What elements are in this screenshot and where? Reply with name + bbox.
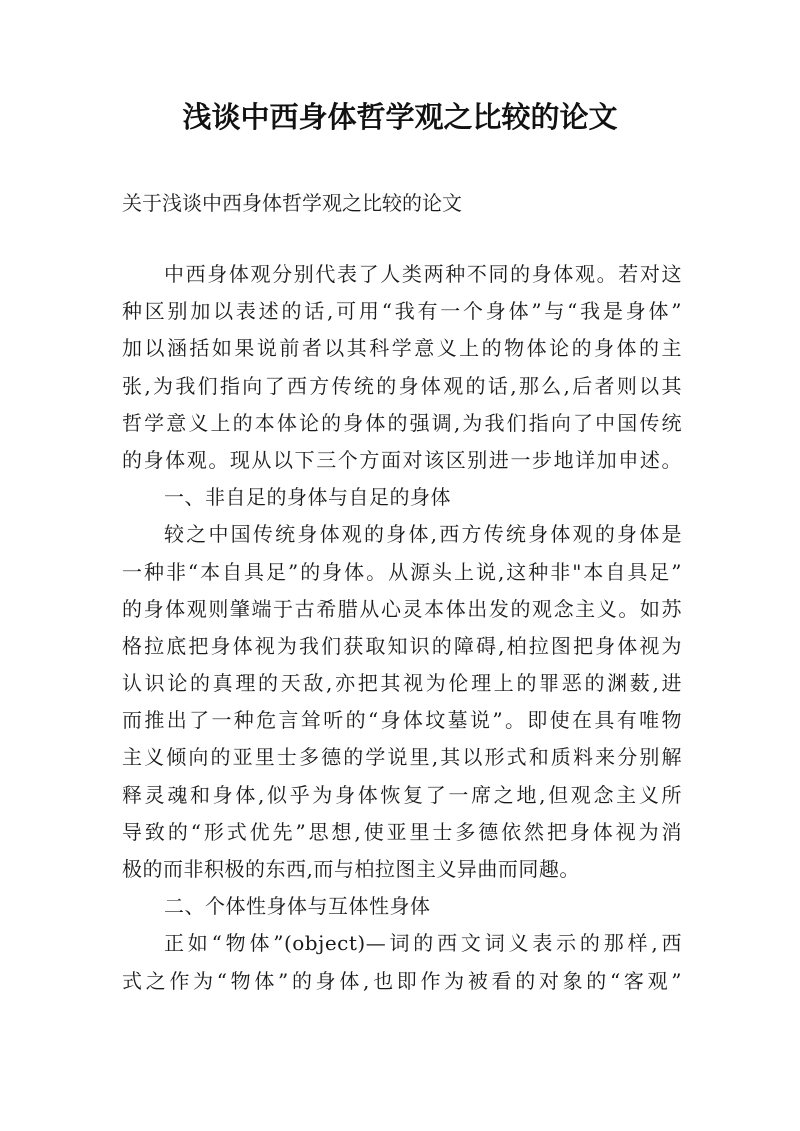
document-subtitle: 关于浅谈中西身体哲学观之比较的论文 bbox=[122, 191, 462, 215]
paragraph-line: 种区别加以表述的话,可用“我有一个身体”与“我是身体” bbox=[122, 299, 682, 324]
paragraph-line: 中西身体观分别代表了人类两种不同的身体观。若对这 bbox=[164, 262, 682, 286]
section-heading: 一、非自足的身体与自足的身体 bbox=[164, 485, 451, 510]
paragraph-line: 的身体观则肇端于古希腊从心灵本体出发的观念主义。如苏 bbox=[122, 596, 682, 621]
paragraph-line: 而推出了一种危言耸听的“身体坟墓说”。即使在具有唯物 bbox=[122, 708, 682, 733]
document-body bbox=[122, 256, 682, 1000]
paragraph-line: 导致的“形式优先”思想,使亚里士多德依然把身体视为消 bbox=[122, 819, 682, 844]
document-title: 浅谈中西身体哲学观之比较的论文 bbox=[182, 100, 618, 134]
paragraph-line: 格拉底把身体视为我们获取知识的障碍,柏拉图把身体视为 bbox=[122, 633, 682, 658]
paragraph-line: 的身体观。现从以下三个方面对该区别进一步地详加申述。 bbox=[122, 447, 682, 472]
section-heading: 二、个体性身体与互体性身体 bbox=[164, 894, 431, 919]
paragraph-line: 极的而非积极的东西,而与柏拉图主义异曲而同趣。 bbox=[122, 857, 580, 881]
paragraph-line: 释灵魂和身体,似乎为身体恢复了一席之地,但观念主义所 bbox=[122, 782, 682, 807]
paragraph-line: 加以涵括如果说前者以其科学意义上的物体论的身体的主 bbox=[122, 336, 682, 361]
paragraph-line: 式之作为“物体”的身体,也即作为被看的对象的“客观” bbox=[122, 968, 682, 993]
paragraph-line: 较之中国传统身体观的身体,西方传统身体观的身体是 bbox=[164, 522, 682, 547]
paragraph-line: 认识论的真理的天敌,亦把其视为伦理上的罪恶的渊薮,进 bbox=[122, 671, 682, 696]
paragraph-line: 正如“物体”(object)—词的西文词义表示的那样,西 bbox=[164, 931, 682, 956]
paragraph-line: 张,为我们指向了西方传统的身体观的话,那么,后者则以其 bbox=[122, 373, 682, 398]
paragraph-line: 主义倾向的亚里士多德的学说里,其以形式和质料来分别解 bbox=[122, 745, 682, 770]
paragraph-line: 一种非“本自具足”的身体。从源头上说,这种非"本自具足” bbox=[122, 559, 682, 584]
paragraph-line: 哲学意义上的本体论的身体的强调,为我们指向了中国传统 bbox=[122, 410, 682, 435]
